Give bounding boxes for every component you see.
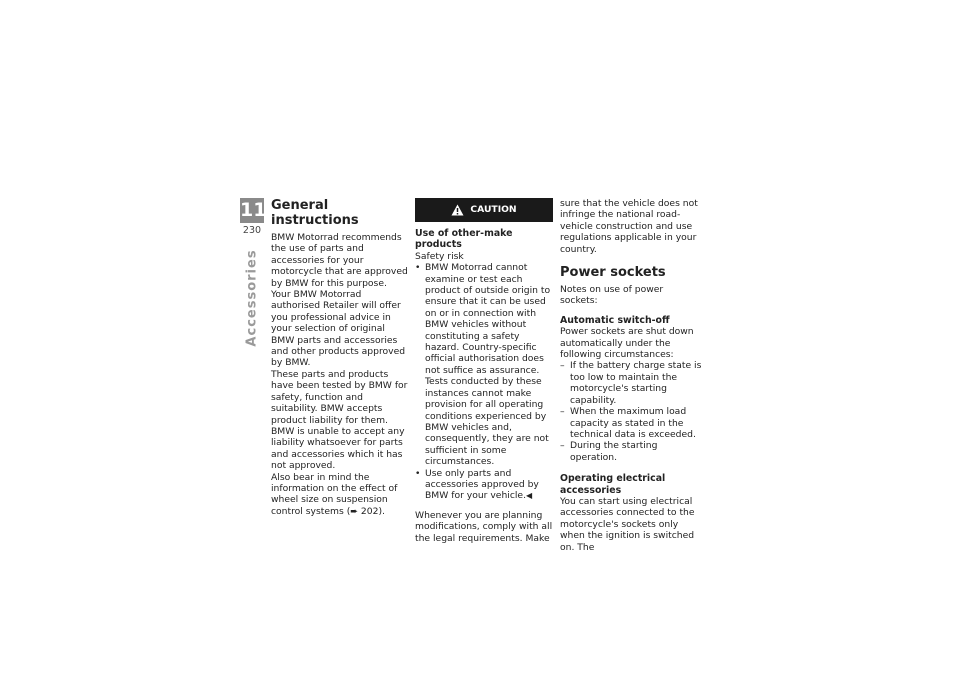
warning-subheading: Safety risk [415,250,464,262]
paragraph: Also bear in mind the information on the effect of wheel size on suspension control systems (➨ 202). [271,471,398,517]
list-item: • Use only parts and accessories approved by BMW for your vehicle.◀ [415,467,539,502]
dash-list [560,360,702,463]
subheading-operating-electrical-accessories: Operating electrical accessories [560,473,666,496]
column-general-instructions [271,198,409,517]
end-of-warning-icon: ◀ [526,491,533,501]
chapter-title: Accessories [244,249,260,347]
column-caution [415,198,553,544]
paragraph: sure that the vehicle does not infringe the national road-vehicle construction and use regulations applicable in your country. [560,198,698,255]
section-heading-general-instructions: General instructions [271,198,359,228]
page-reference-link[interactable]: 202). [358,505,385,517]
caution-banner [415,198,553,222]
chapter-number: 11 [240,199,267,221]
bullet-list [415,262,553,502]
dash-icon: – [560,440,565,452]
paragraph: Power sockets are shut down automatically under the following circumstances: [560,326,694,361]
dash-icon: – [560,360,565,372]
bullet-icon: • [415,262,421,274]
page-number: 230 [242,225,262,236]
caution-label: CAUTION [470,204,517,216]
paragraph: Notes on use of power sockets: [560,284,664,307]
column-power-sockets [560,198,702,553]
section-heading-power-sockets: Power sockets [560,265,666,281]
chapter-tab [240,198,267,236]
subheading-automatic-switch-off: Automatic switch-off [560,314,670,326]
list-item: – During the starting operation. [560,440,658,463]
warning-heading: Use of other-make products [415,228,513,251]
paragraph: Whenever you are planning modifications, comply with all the legal requirements. Make [415,509,553,544]
paragraph: BMW Motorrad recommends the use of parts and accessories for your motorcycle that are approved by BMW for this purpose. Your BMW Motorrad authorised Retailer will offer you professional advice in your selection of original BMW parts and accessories and other products approved by BMW. [271,232,408,369]
warning-triangle-icon [451,204,464,216]
list-item: • BMW Motorrad cannot examine or test each product of outside origin to ensure that it can be used on or in connection with BMW vehicles without constituting a safety hazard. Country-specific official authorisation does not suffice as assurance. Tests conducted by these instances cannot make provision for all operating conditions experienced by BMW vehicles and, consequently, they are not sufficient in some circumstances. [415,262,551,468]
paragraph: These parts and products have been tested by BMW for safety, function and suitability. BMW accepts product liability for them. BMW is unable to accept any liability whatsoever for parts and accessories which it has not approved. [271,368,408,472]
list-item: – If the battery charge state is too low to maintain the motorcycle's starting capability. [560,360,702,406]
paragraph: You can start using electrical accessories connected to the motorcycle's sockets only when the ignition is switched on. The [560,495,695,553]
bullet-icon: • [415,467,421,479]
list-item: – When the maximum load capacity as stated in the technical data is exceeded. [560,406,696,440]
dash-icon: – [560,406,565,418]
arrow-ref-icon: ➨ [350,505,358,517]
